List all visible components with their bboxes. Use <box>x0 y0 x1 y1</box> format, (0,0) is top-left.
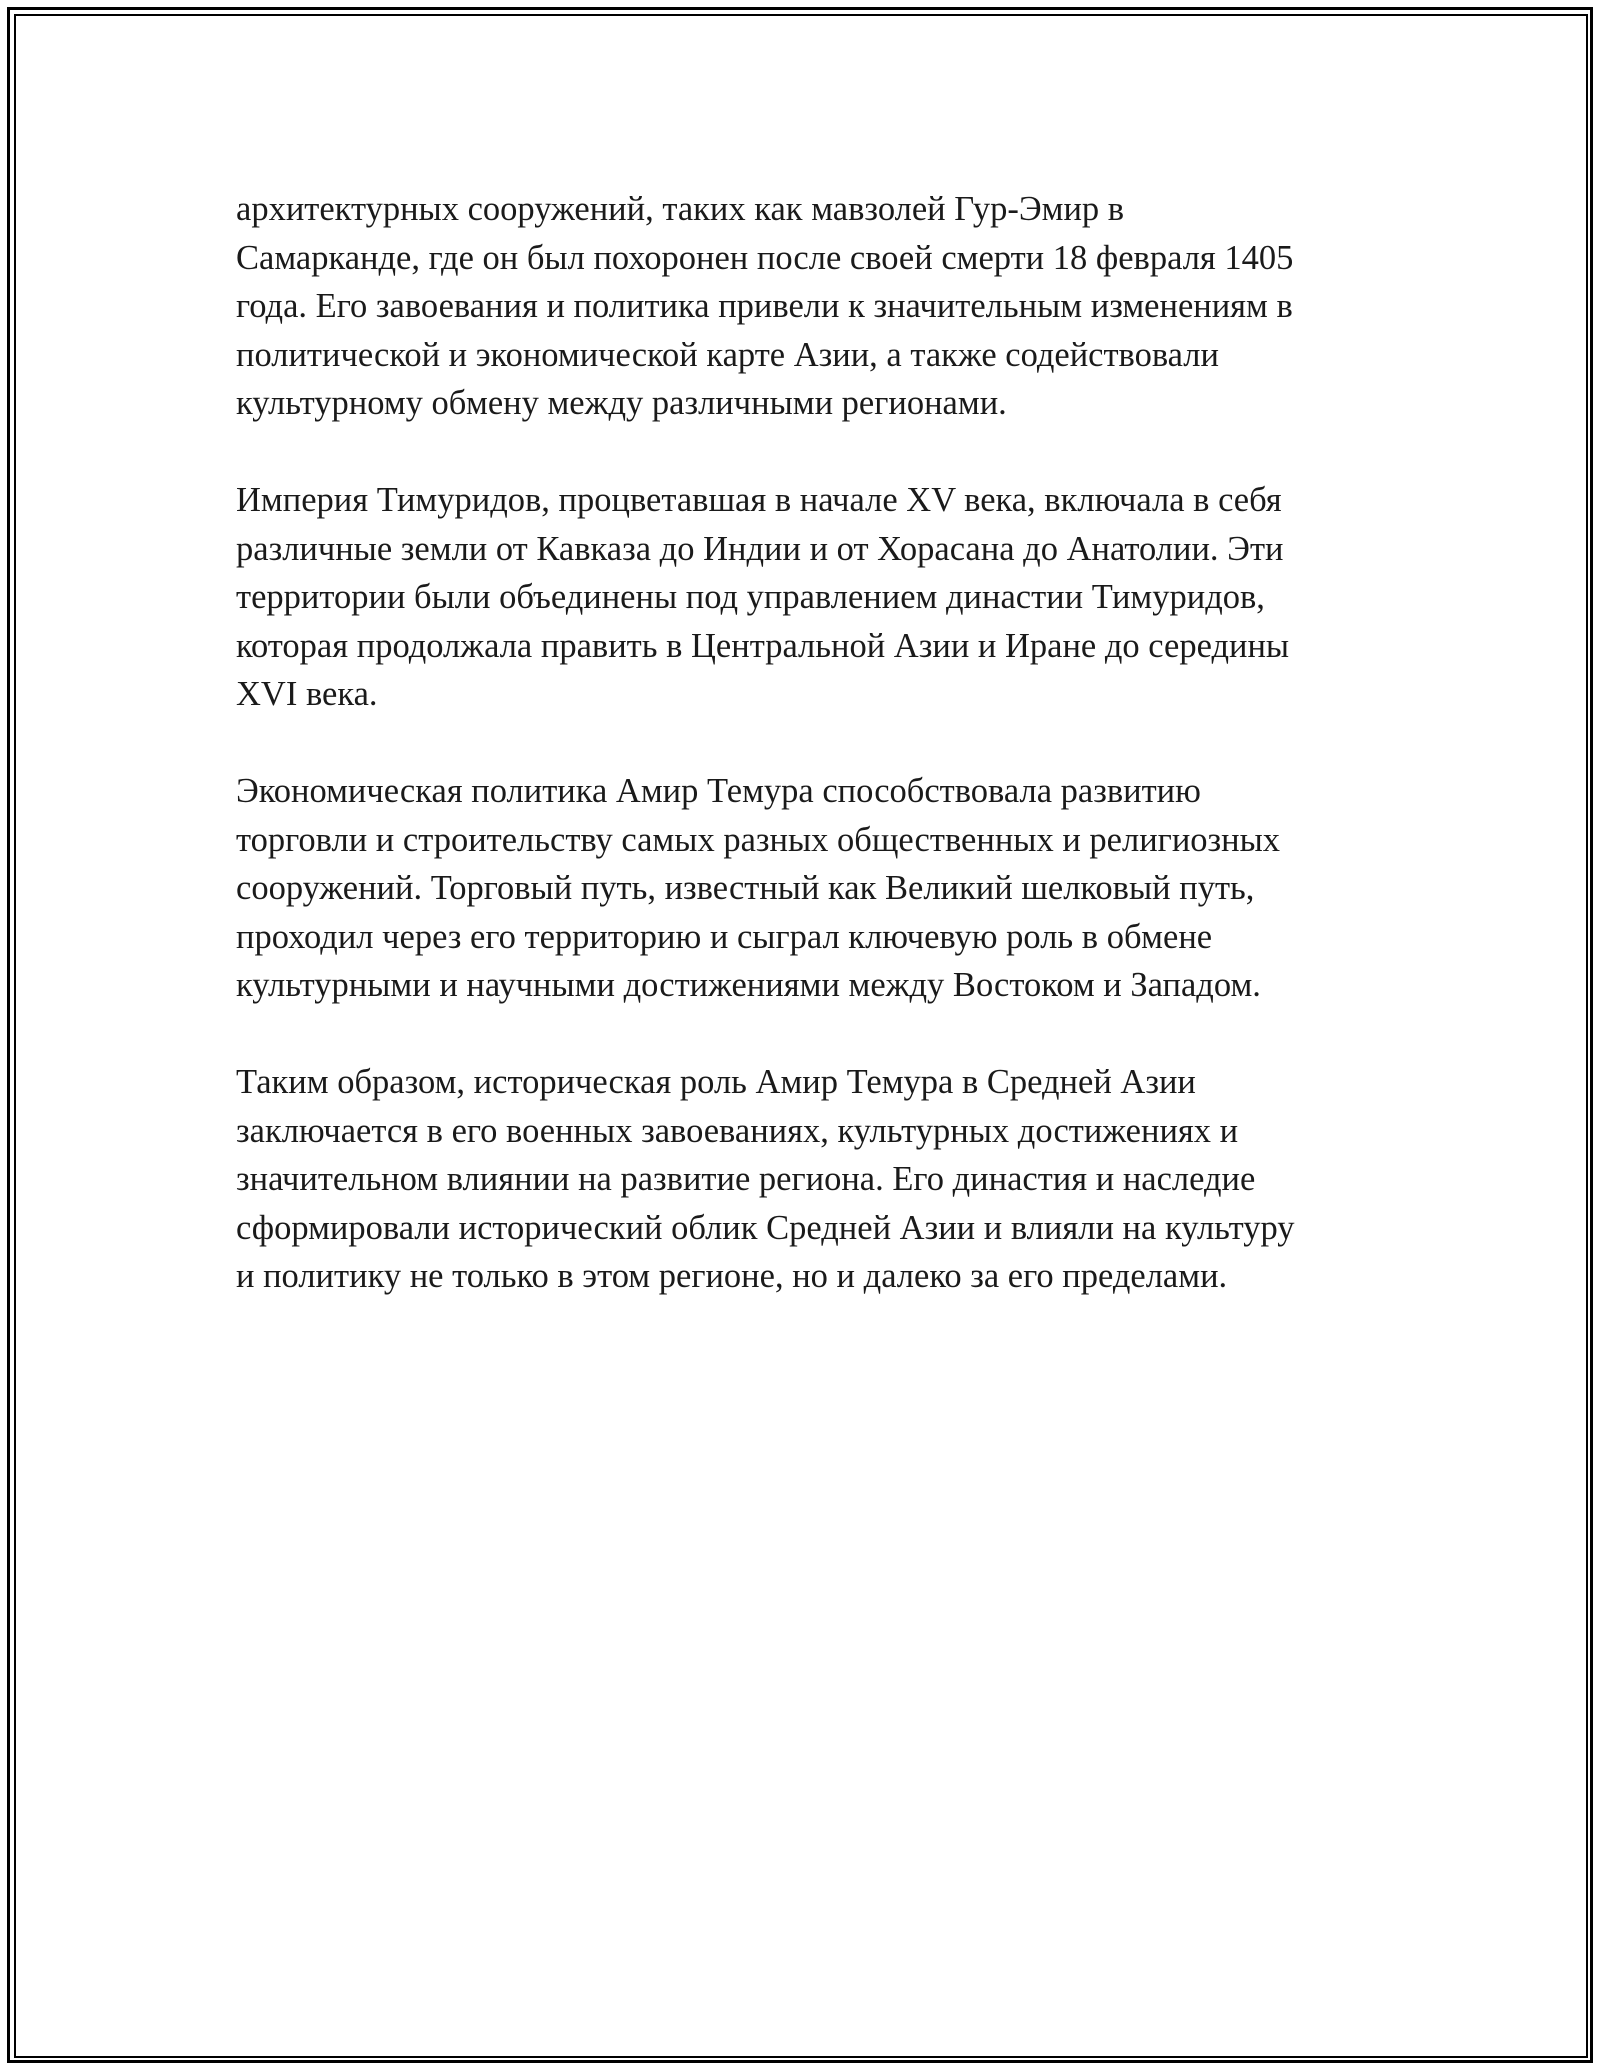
text-line: проходил через его территорию и сыграл ключевую роль в обмене <box>236 917 1213 956</box>
text-line: заключается в его военных завоеваниях, культурных достижениях и <box>236 1111 1239 1150</box>
paragraph-2 <box>236 476 1386 719</box>
text-line: Экономическая политика Амир Темура способствовала развитию <box>236 772 1201 810</box>
text-line: Таким образом, историческая роль Амир Темура в Средней Азии <box>236 1063 1196 1101</box>
paragraph-1 <box>236 185 1386 428</box>
text-line: Самарканде, где он был похоронен после своей смерти 18 февраля 1405 <box>236 238 1294 277</box>
text-line: политической и экономической карте Азии, а также содействовали <box>236 335 1219 374</box>
text-line: архитектурных сооружений, таких как мавзолей Гур-Эмир в <box>236 190 1125 228</box>
text-line: различные земли от Кавказа до Индии и от Хорасана до Анатолии. Эти <box>236 529 1284 568</box>
text-line: Империя Тимуридов, процветавшая в начале XV века, включала в себя <box>236 481 1282 519</box>
text-line: культурному обмену между различными регионами. <box>236 384 1007 422</box>
text-line: сооружений. Торговый путь, известный как Великий шелковый путь, <box>236 869 1255 907</box>
text-line: торговли и строительству самых разных общественных и религиозных <box>236 820 1281 859</box>
text-line: значительном влиянии на развитие региона. Его династия и наследие <box>236 1160 1256 1198</box>
text-line: года. Его завоевания и политика привели к значительным изменениям в <box>236 287 1293 325</box>
text-line: которая продолжала править в Центральной Азии и Иране до середины <box>236 626 1290 665</box>
paragraph-3 <box>236 767 1386 1010</box>
text-line: территории были объединены под управлением династии Тимуридов, <box>236 578 1265 616</box>
paragraph-4 <box>236 1058 1386 1301</box>
text-line: сформировали исторический облик Средней Азии и влияли на культуру <box>236 1208 1295 1247</box>
text-line: XVI века. <box>236 675 378 713</box>
document-body <box>236 185 1386 1349</box>
text-line: культурными и научными достижениями между Востоком и Западом. <box>236 966 1261 1004</box>
text-line: и политику не только в этом регионе, но и далеко за его пределами. <box>236 1257 1228 1295</box>
